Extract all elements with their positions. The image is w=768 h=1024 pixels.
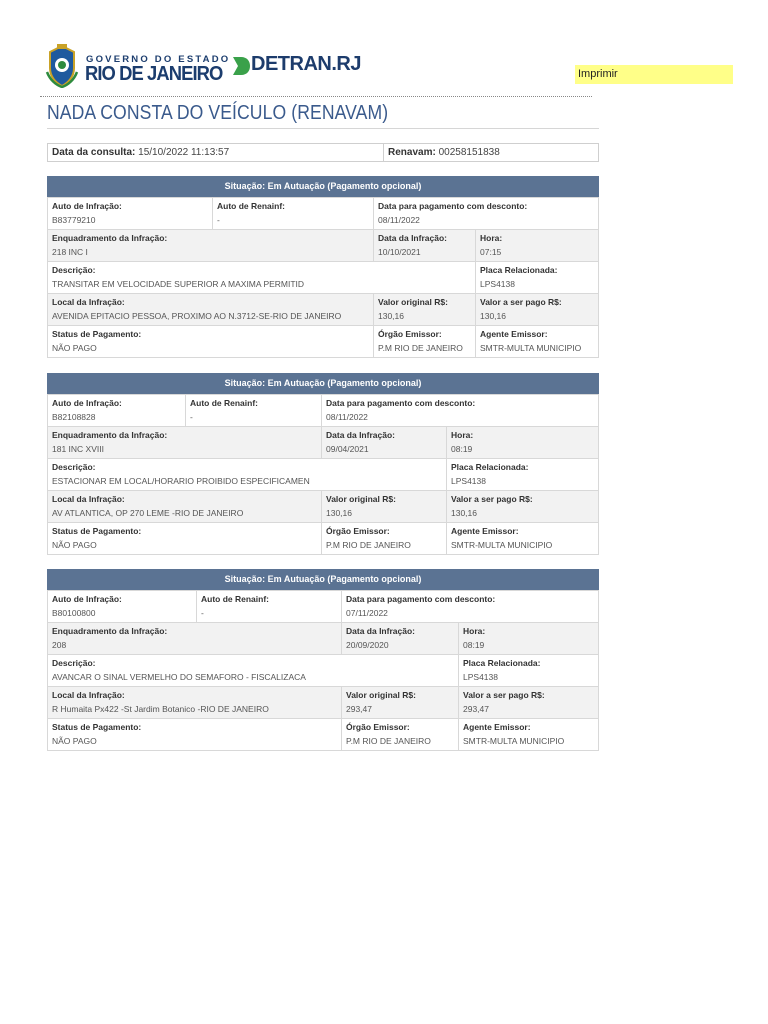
enquadramento-value: 181 INC XVIII (52, 444, 104, 454)
auto-infracao-cell (48, 198, 212, 229)
placa-cell (475, 262, 598, 293)
auto-infracao-label: Auto de Infração: (52, 398, 122, 408)
infraction-row (48, 522, 598, 554)
infraction-row (48, 197, 598, 229)
enquadramento-cell (48, 230, 373, 261)
enquadramento-label: Enquadramento da Infração: (52, 626, 168, 636)
infraction-row (48, 718, 598, 750)
orgao-label: Órgão Emissor: (326, 526, 390, 536)
orgao-value: P.M RIO DE JANEIRO (326, 540, 411, 550)
agente-value: SMTR-MULTA MUNICIPIO (451, 540, 553, 550)
auto-renainf-value: - (201, 608, 204, 618)
data-infracao-label: Data da Infração: (326, 430, 395, 440)
infraction-table (47, 373, 599, 555)
descricao-label: Descrição: (52, 658, 96, 668)
orgao-cell (373, 326, 475, 357)
orgao-cell (341, 719, 458, 750)
auto-infracao-value: B83779210 (52, 215, 96, 225)
renavam-value: 00258151838 (438, 147, 500, 158)
placa-value: LPS4138 (451, 476, 486, 486)
auto-infracao-cell (48, 591, 196, 622)
auto-renainf-value: - (190, 412, 193, 422)
agente-label: Agente Emissor: (451, 526, 519, 536)
detran-logo (231, 53, 361, 81)
local-cell (48, 294, 373, 325)
hora-value: 07:15 (480, 247, 502, 257)
data-infracao-label: Data da Infração: (346, 626, 415, 636)
auto-renainf-cell (212, 198, 373, 229)
enquadramento-label: Enquadramento da Infração: (52, 233, 168, 243)
data-infracao-value: 10/10/2021 (378, 247, 421, 257)
hora-value: 08:19 (463, 640, 485, 650)
placa-cell (458, 655, 598, 686)
data-desconto-cell (341, 591, 598, 622)
status-label: Status de Pagamento: (52, 722, 142, 732)
consulta-date-cell (48, 144, 384, 161)
detran-text: DETRAN.RJ (251, 53, 361, 75)
infraction-row (48, 229, 598, 261)
placa-value: LPS4138 (480, 279, 515, 289)
data-desconto-value: 07/11/2022 (346, 608, 388, 618)
local-label: Local da Infração: (52, 297, 125, 307)
hora-label: Hora: (451, 430, 474, 440)
valor-original-value: 130,16 (326, 508, 352, 518)
data-infracao-value: 09/04/2021 (326, 444, 369, 454)
valor-pago-label: Valor a ser pago R$: (463, 690, 545, 700)
agente-value: SMTR-MULTA MUNICIPIO (480, 343, 582, 353)
descricao-cell (48, 459, 446, 490)
consulta-info (47, 143, 599, 162)
descricao-value: ESTACIONAR EM LOCAL/HORARIO PROIBIDO ESPECIFICAMEN (52, 476, 310, 486)
placa-cell (446, 459, 598, 490)
descricao-label: Descrição: (52, 265, 96, 275)
placa-label: Placa Relacionada: (451, 462, 529, 472)
valor-pago-value: 130,16 (480, 311, 506, 321)
agente-cell (475, 326, 598, 357)
enquadramento-label: Enquadramento da Infração: (52, 430, 168, 440)
valor-original-cell (341, 687, 458, 718)
auto-infracao-label: Auto de Infração: (52, 594, 122, 604)
auto-infracao-cell (48, 395, 185, 426)
enquadramento-value: 218 INC I (52, 247, 88, 257)
valor-original-label: Valor original R$: (378, 297, 448, 307)
local-value: AVENIDA EPITACIO PESSOA, PROXIMO AO N.3712-SE-RIO DE JANEIRO (52, 311, 342, 321)
local-cell (48, 687, 341, 718)
governo-rj-logo (44, 44, 231, 90)
status-cell (48, 326, 373, 357)
auto-infracao-value: B82108828 (52, 412, 96, 422)
local-cell (48, 491, 321, 522)
orgao-value: P.M RIO DE JANEIRO (378, 343, 463, 353)
valor-pago-cell (446, 491, 598, 522)
descricao-cell (48, 655, 458, 686)
status-cell (48, 523, 321, 554)
valor-original-value: 293,47 (346, 704, 372, 714)
infraction-table (47, 176, 599, 358)
hora-cell (475, 230, 598, 261)
data-infracao-label: Data da Infração: (378, 233, 447, 243)
infraction-row (48, 590, 598, 622)
data-infracao-cell (341, 623, 458, 654)
agente-value: SMTR-MULTA MUNICIPIO (463, 736, 565, 746)
valor-pago-value: 130,16 (451, 508, 477, 518)
descricao-value: TRANSITAR EM VELOCIDADE SUPERIOR A MAXIMA PERMITID (52, 279, 305, 289)
valor-original-cell (321, 491, 446, 522)
hora-cell (446, 427, 598, 458)
header-divider (40, 96, 592, 97)
hora-cell (458, 623, 598, 654)
infraction-row (48, 394, 598, 426)
infraction-row (48, 426, 598, 458)
consulta-date-label: Data da consulta: (52, 147, 136, 158)
enquadramento-cell (48, 623, 341, 654)
descricao-value: AVANCAR O SINAL VERMELHO DO SEMAFORO - FISCALIZACA (52, 672, 306, 682)
agente-cell (446, 523, 598, 554)
infraction-row (48, 686, 598, 718)
status-value: NÃO PAGO (52, 343, 97, 353)
orgao-value: P.M RIO DE JANEIRO (346, 736, 431, 746)
status-label: Status de Pagamento: (52, 329, 142, 339)
orgao-label: Órgão Emissor: (346, 722, 410, 732)
agente-label: Agente Emissor: (463, 722, 531, 732)
infraction-status-header: Situação: Em Autuação (Pagamento opcional) (47, 569, 599, 590)
data-desconto-cell (373, 198, 598, 229)
auto-infracao-label: Auto de Infração: (52, 201, 122, 211)
enquadramento-cell (48, 427, 321, 458)
status-label: Status de Pagamento: (52, 526, 142, 536)
data-infracao-cell (373, 230, 475, 261)
valor-original-value: 130,16 (378, 311, 404, 321)
infraction-row (48, 325, 598, 357)
hora-label: Hora: (480, 233, 503, 243)
status-cell (48, 719, 341, 750)
consulta-date-value: 15/10/2022 11:13:57 (138, 147, 230, 158)
valor-pago-cell (458, 687, 598, 718)
data-desconto-cell (321, 395, 598, 426)
descricao-cell (48, 262, 475, 293)
infraction-row (48, 293, 598, 325)
data-infracao-value: 20/09/2020 (346, 640, 389, 650)
valor-pago-value: 293,47 (463, 704, 489, 714)
coat-of-arms-icon (44, 44, 80, 88)
detran-mark-icon (231, 55, 251, 77)
infraction-row (48, 490, 598, 522)
data-infracao-cell (321, 427, 446, 458)
local-label: Local da Infração: (52, 690, 125, 700)
renavam-label: Renavam: (388, 147, 436, 158)
placa-label: Placa Relacionada: (480, 265, 558, 275)
auto-renainf-value: - (217, 215, 220, 225)
valor-pago-label: Valor a ser pago R$: (451, 494, 533, 504)
data-desconto-label: Data para pagamento com desconto: (378, 201, 528, 211)
renavam-cell (384, 144, 598, 161)
infraction-row (48, 261, 598, 293)
descricao-label: Descrição: (52, 462, 96, 472)
enquadramento-value: 208 (52, 640, 67, 650)
local-label: Local da Infração: (52, 494, 125, 504)
valor-original-label: Valor original R$: (346, 690, 416, 700)
auto-renainf-label: Auto de Renainf: (190, 398, 258, 408)
infraction-table (47, 569, 599, 751)
agente-label: Agente Emissor: (480, 329, 548, 339)
agente-cell (458, 719, 598, 750)
title-divider (47, 128, 599, 129)
hora-value: 08:19 (451, 444, 473, 454)
data-desconto-value: 08/11/2022 (326, 412, 368, 422)
data-desconto-value: 08/11/2022 (378, 215, 420, 225)
status-value: NÃO PAGO (52, 736, 97, 746)
print-button[interactable]: Imprimir (575, 65, 733, 84)
auto-renainf-cell (196, 591, 341, 622)
data-desconto-label: Data para pagamento com desconto: (326, 398, 476, 408)
infraction-status-header: Situação: Em Autuação (Pagamento opcional) (47, 176, 599, 197)
auto-renainf-cell (185, 395, 321, 426)
local-value: R Humaita Px422 -St Jardim Botanico -RIO DE JANEIRO (52, 704, 269, 714)
rio-de-janeiro-text: RIO DE JANEIRO (85, 63, 223, 85)
orgao-label: Órgão Emissor: (378, 329, 442, 339)
auto-infracao-value: B80100800 (52, 608, 96, 618)
local-value: AV ATLANTICA, OP 270 LEME -RIO DE JANEIRO (52, 508, 244, 518)
placa-value: LPS4138 (463, 672, 498, 682)
orgao-cell (321, 523, 446, 554)
infraction-row (48, 458, 598, 490)
auto-renainf-label: Auto de Renainf: (201, 594, 269, 604)
infraction-row (48, 654, 598, 686)
data-desconto-label: Data para pagamento com desconto: (346, 594, 496, 604)
infraction-row (48, 622, 598, 654)
page-header (0, 0, 768, 124)
status-value: NÃO PAGO (52, 540, 97, 550)
valor-original-cell (373, 294, 475, 325)
valor-pago-label: Valor a ser pago R$: (480, 297, 562, 307)
valor-original-label: Valor original R$: (326, 494, 396, 504)
valor-pago-cell (475, 294, 598, 325)
infraction-status-header: Situação: Em Autuação (Pagamento opcional) (47, 373, 599, 394)
page-title: NADA CONSTA DO VEÍCULO (RENAVAM) (47, 102, 389, 124)
auto-renainf-label: Auto de Renainf: (217, 201, 285, 211)
placa-label: Placa Relacionada: (463, 658, 541, 668)
governo-do-estado-text: GOVERNO DO ESTADO (86, 54, 231, 65)
hora-label: Hora: (463, 626, 486, 636)
